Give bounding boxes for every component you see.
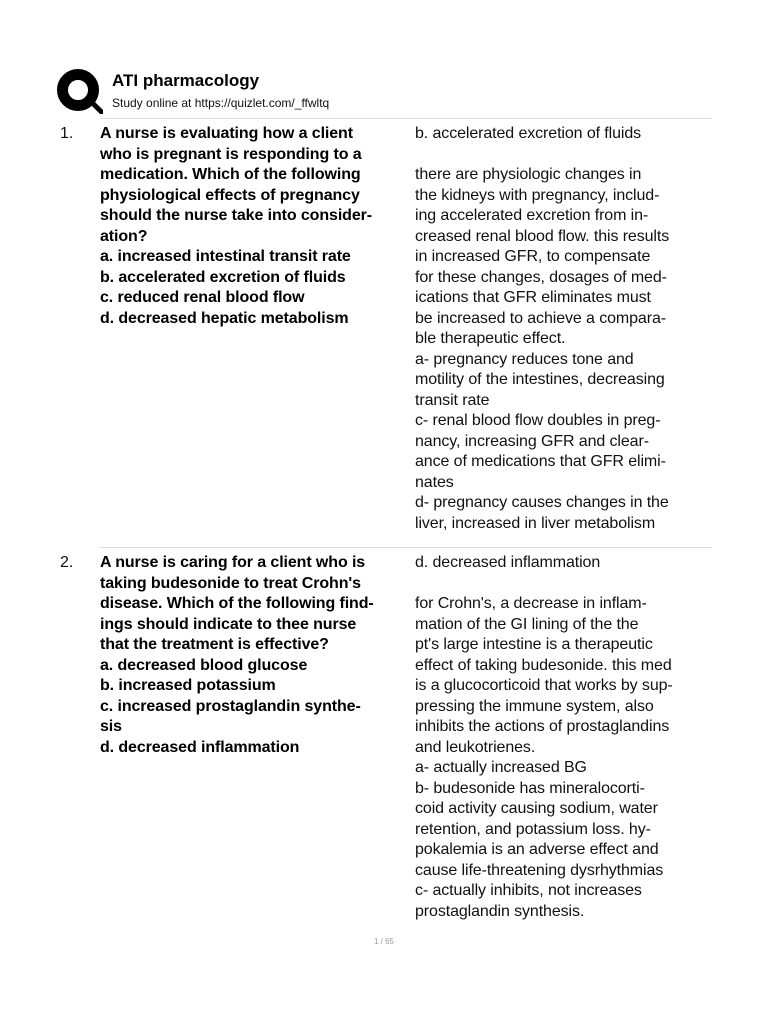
- answer-line: is a glucocorticoid that works by sup-: [415, 677, 673, 694]
- answer-line: b- budesonide has mineralocorti-: [415, 779, 645, 797]
- option-a: a. increased intestinal transit rate: [100, 248, 351, 265]
- option-a: a. decreased blood glucose: [100, 656, 308, 674]
- option-d: d. decreased inflammation: [100, 738, 300, 756]
- question-line: physiological effects of pregnancy: [100, 186, 360, 204]
- question-line: who is pregnant is responding to a: [100, 145, 362, 163]
- option-c-continued: sis: [100, 718, 122, 735]
- flashcard-2: [56, 553, 716, 923]
- flashcard-1: [56, 124, 716, 539]
- answer-line: transit rate: [415, 391, 490, 409]
- answer-line: pt's large intestine is a therapeutic: [415, 636, 653, 653]
- answer-line: there are physiologic changes in: [415, 166, 642, 183]
- quizlet-q-logo-icon: [56, 68, 104, 116]
- option-c: c. reduced renal blood flow: [100, 289, 305, 306]
- answer-line: pokalemia is an adverse effect and: [415, 841, 659, 858]
- answer-line: and leukotrienes.: [415, 738, 536, 756]
- card-number: 1.: [60, 125, 74, 142]
- answer-spacer: [415, 145, 715, 166]
- page-title: ATI pharmacology: [112, 71, 260, 90]
- answer-title: b. accelerated excretion of fluids: [415, 125, 642, 142]
- answer-line: coid activity causing sodium, water: [415, 800, 658, 817]
- question-line: ings should indicate to thee nurse: [100, 615, 357, 633]
- answer-line: inhibits the actions of prostaglandins: [415, 718, 670, 735]
- answer-line: effect of taking budesonide. this med: [415, 656, 672, 674]
- answer-text: [415, 124, 715, 534]
- answer-line: liver, increased in liver metabolism: [415, 514, 656, 532]
- answer-text: [415, 553, 715, 922]
- option-b: b. increased potassium: [100, 677, 276, 694]
- answer-line: ance of medications that GFR elimi-: [415, 453, 666, 470]
- answer-line: d- pregnancy causes changes in the: [415, 494, 669, 511]
- answer-line: a- actually increased BG: [415, 759, 587, 776]
- question-line: taking budesonide to treat Crohn's: [100, 574, 361, 592]
- answer-line: creased renal blood flow. this results: [415, 227, 670, 245]
- answer-line: pressing the immune system, also: [415, 697, 654, 715]
- answer-line: retention, and potassium loss. hy-: [415, 820, 651, 838]
- answer-line: ications that GFR eliminates must: [415, 289, 651, 306]
- answer-line: for Crohn's, a decrease in inflam-: [415, 595, 647, 612]
- answer-line: a- pregnancy reduces tone and: [415, 350, 634, 368]
- answer-line: nates: [415, 473, 454, 491]
- answer-title: d. decreased inflammation: [415, 554, 601, 571]
- card-number: 2.: [60, 554, 74, 571]
- page-indicator: 1 / 65: [373, 937, 394, 946]
- answer-line: nancy, increasing GFR and clear-: [415, 432, 649, 450]
- question-line: medication. Which of the following: [100, 166, 361, 183]
- question-line: should the nurse take into consider-: [100, 207, 372, 224]
- answer-line: motility of the intestines, decreasing: [415, 371, 665, 388]
- answer-line: in increased GFR, to compensate: [415, 248, 651, 265]
- answer-line: for these changes, dosages of med-: [415, 268, 667, 286]
- answer-line: mation of the GI lining of the the: [415, 615, 639, 633]
- page-subtitle: Study online at https://quizlet.com/_ffwltq: [112, 96, 330, 110]
- option-b: b. accelerated excretion of fluids: [100, 268, 346, 286]
- header-divider: [100, 118, 712, 119]
- question-line: that the treatment is effective?: [100, 636, 329, 653]
- answer-line: prostaglandin synthesis.: [415, 902, 585, 920]
- answer-line: be increased to achieve a compara-: [415, 309, 666, 327]
- question-line: ation?: [100, 227, 148, 245]
- document-header: [56, 68, 716, 118]
- option-d: d. decreased hepatic metabolism: [100, 309, 349, 327]
- answer-spacer: [415, 574, 715, 595]
- question-line: A nurse is caring for a client who is: [100, 554, 366, 571]
- option-c: c. increased prostaglandin synthe-: [100, 697, 361, 715]
- answer-line: the kidneys with pregnancy, includ-: [415, 186, 660, 204]
- question-line: disease. Which of the following find-: [100, 595, 374, 612]
- answer-line: ing accelerated excretion from in-: [415, 207, 649, 224]
- card-divider: [100, 547, 712, 548]
- question-text: [100, 124, 412, 329]
- answer-line: cause life-threatening dysrhythmias: [415, 861, 664, 879]
- question-line: A nurse is evaluating how a client: [100, 125, 353, 142]
- question-text: [100, 553, 412, 758]
- answer-line: c- renal blood flow doubles in preg-: [415, 412, 661, 429]
- answer-line: c- actually inhibits, not increases: [415, 882, 642, 899]
- answer-line: ble therapeutic effect.: [415, 330, 566, 347]
